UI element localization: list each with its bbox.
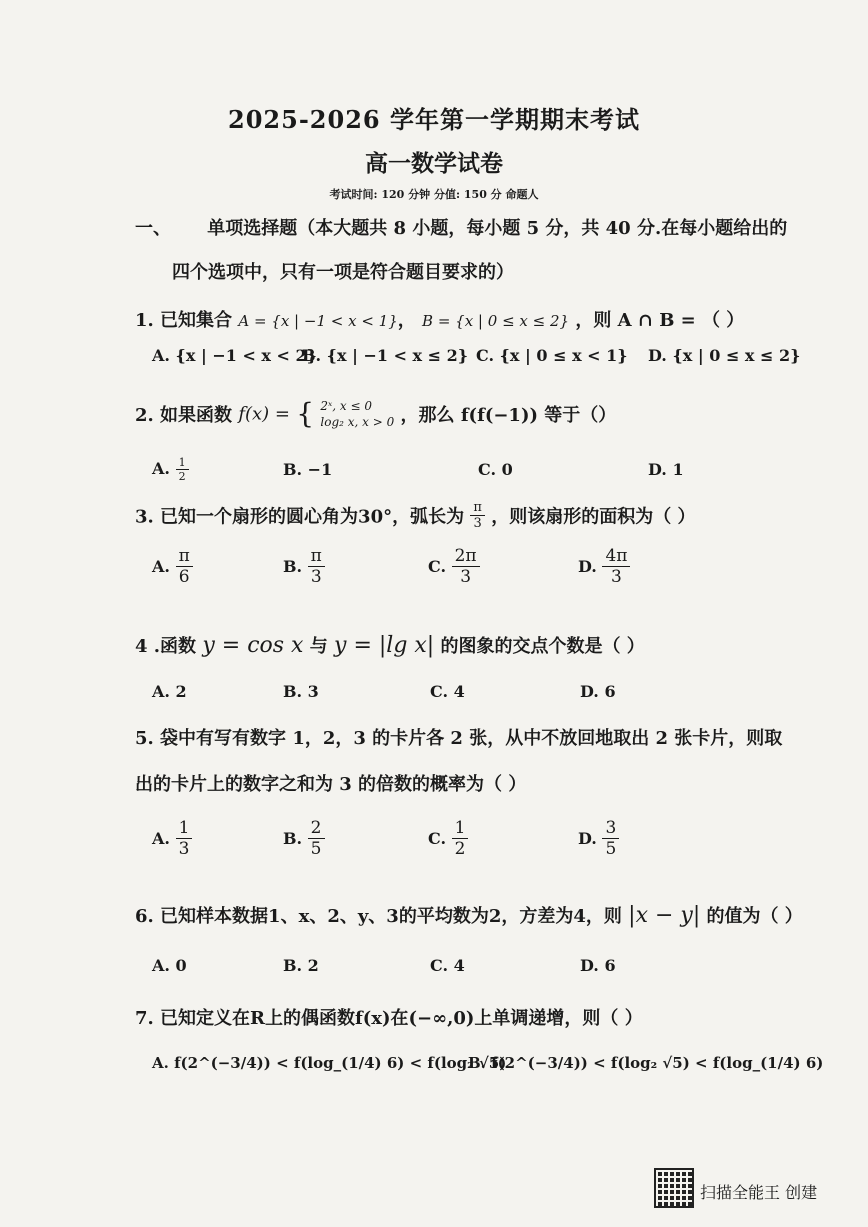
q2-option-a-den: 2 [178, 470, 186, 483]
question-6 [135, 902, 803, 928]
q1-set-a: A = {x | −1 < x < 1} [238, 312, 398, 330]
q3-arc-den: 3 [473, 516, 482, 531]
q5-option-d-num: 3 [602, 818, 619, 839]
q5-option-b-label: B. [283, 829, 303, 848]
scanner-watermark: 扫描全能王 创建 [700, 1183, 818, 1202]
q4-option-c: C. 4 [430, 682, 465, 701]
q3-stem-end: ，则该扇形的面积为（ ） [491, 506, 696, 528]
q6-option-b: B. 2 [283, 956, 319, 975]
q3-stem: 3. 已知一个扇形的圆心角为30°，弧长为 [135, 506, 465, 528]
q3-option-d-den: 3 [611, 567, 622, 587]
q1-option-d: D. {x | 0 ≤ x ≤ 2} [648, 346, 801, 365]
q3-arc-fraction [470, 500, 485, 531]
q6-option-c: C. 4 [430, 956, 465, 975]
q5-option-d [578, 818, 619, 859]
q2-case-1: 2ˣ, x ≤ 0 [320, 399, 373, 413]
exam-subtitle: 高一数学试卷 [365, 150, 503, 177]
q3-arc-num: π [470, 500, 485, 516]
q4-func-1: y = cos x [202, 633, 304, 658]
q5-option-d-fraction [602, 818, 619, 859]
q4-option-d: D. 6 [580, 682, 616, 701]
q1-set-b: B = {x | 0 ≤ x ≤ 2} [422, 312, 570, 330]
exam-meta: 考试时间: 120 分钟 分值: 150 分 命题人 [329, 188, 539, 201]
q6-option-d: D. 6 [580, 956, 616, 975]
q2-stem-end: ，那么 f(f(−1)) 等于（） [400, 405, 617, 426]
q5-option-c [428, 818, 468, 859]
q5-option-b [283, 818, 325, 859]
q4-stem-end: 的图象的交点个数是（ ） [440, 636, 645, 657]
q3-option-c-den: 3 [460, 567, 472, 587]
q5-option-b-den: 5 [310, 839, 322, 859]
question-3 [135, 500, 695, 531]
q1-option-a: A. {x | −1 < x < 2} [152, 346, 317, 365]
q1-stem: 1. 已知集合 [135, 310, 233, 331]
question-1: 1. 已知集合 A = {x | −1 < x < 1}， B = {x | 0 ≤ x ≤ 2} ，则 A ∩ B = （ ） [135, 310, 745, 331]
q6-expr: |x − y| [628, 903, 701, 928]
section-line1: 单项选择题（本大题共 8 小题，每小题 5 分，共 40 分.在每小题给出的 [207, 218, 788, 239]
q5-option-b-num: 2 [308, 818, 325, 839]
q2-option-b: B. −1 [283, 460, 333, 479]
q5-option-a-den: 3 [178, 839, 190, 859]
q2-func: f(x) = [238, 403, 291, 425]
q5-option-c-fraction [452, 818, 469, 859]
q5-option-a-label: A. [152, 829, 170, 848]
q5-option-c-num: 1 [452, 818, 469, 839]
q3-option-d [578, 546, 630, 587]
q3-option-c [428, 546, 480, 587]
q5-option-a-fraction [176, 818, 193, 859]
q2-brace: { [296, 397, 315, 430]
q2-option-c: C. 0 [478, 460, 513, 479]
q2-cases [320, 398, 394, 430]
q2-stem: 2. 如果函数 [135, 405, 233, 426]
q3-option-a-fraction [176, 546, 193, 587]
q5-option-b-fraction [308, 818, 325, 859]
q2-option-a-num: 1 [176, 456, 189, 470]
q2-option-a [152, 456, 189, 483]
question-5-line-2: 出的卡片上的数字之和为 3 的倍数的概率为（ ） [135, 774, 527, 795]
q4-stem: 4 .函数 [135, 636, 197, 657]
q5-option-d-den: 5 [605, 839, 617, 859]
q5-option-c-den: 2 [454, 839, 466, 859]
exam-title: 2025-2026 学年第一学期期末考试 [228, 105, 640, 134]
q2-case-2: log₂ x, x > 0 [320, 415, 395, 429]
q6-stem: 6. 已知样本数据1、x、2、y、3的平均数为2，方差为4，则 [135, 906, 622, 927]
qr-code-icon [654, 1168, 694, 1208]
question-2 [135, 398, 616, 430]
q3-option-b-num: π [308, 546, 325, 567]
q2-option-d: D. 1 [648, 460, 684, 479]
q4-option-a: A. 2 [152, 682, 187, 701]
q3-option-a [152, 546, 193, 587]
q3-option-b-den: 3 [310, 567, 322, 587]
section-header [135, 214, 787, 240]
q3-option-b [283, 546, 325, 587]
q5-option-c-label: C. [428, 829, 447, 848]
q3-option-d-label: D. [578, 557, 597, 576]
q3-option-c-label: C. [428, 557, 447, 576]
question-5-line-1: 5. 袋中有写有数字 1，2，3 的卡片各 2 张，从中不放回地取出 2 张卡片，则取 [135, 728, 783, 749]
q7-option-b: B. f(2^(−3/4)) < f(log₂ √5) < f(log_(1/4) 6) [468, 1054, 824, 1072]
q1-option-b: B. {x | −1 < x ≤ 2} [302, 346, 469, 365]
q3-option-a-den: 6 [178, 567, 190, 587]
q3-option-d-fraction [602, 546, 630, 587]
q2-option-a-label: A. [152, 459, 170, 478]
q3-option-c-num: 2π [452, 546, 480, 567]
q3-option-c-fraction [452, 546, 480, 587]
q3-option-a-num: π [176, 546, 193, 567]
section-line2: 四个选项中，只有一项是符合题目要求的） [172, 262, 514, 283]
q3-option-b-fraction [308, 546, 325, 587]
q3-option-d-num: 4π [602, 546, 630, 567]
q6-stem-end: 的值为（ ） [706, 906, 803, 927]
q4-mid: 与 [309, 636, 328, 657]
q7-option-a: A. f(2^(−3/4)) < f(log_(1/4) 6) < f(log₂ √5) [152, 1054, 507, 1072]
q5-option-a-num: 1 [176, 818, 193, 839]
question-4 [135, 632, 645, 658]
q5-option-d-label: D. [578, 829, 597, 848]
section-number: 一、 [135, 218, 171, 239]
q3-option-b-label: B. [283, 557, 303, 576]
q1-option-c: C. {x | 0 ≤ x < 1} [476, 346, 628, 365]
q2-option-a-fraction [176, 456, 189, 483]
q5-option-a [152, 818, 192, 859]
q4-func-2: y = |lg x| [334, 633, 435, 658]
q3-option-a-label: A. [152, 557, 170, 576]
q4-option-b: B. 3 [283, 682, 319, 701]
q6-option-a: A. 0 [152, 956, 187, 975]
q1-stem-end: ，则 A ∩ B = （ ） [575, 310, 745, 331]
question-7: 7. 已知定义在R上的偶函数f(x)在(−∞,0)上单调递增，则（ ） [135, 1008, 643, 1029]
